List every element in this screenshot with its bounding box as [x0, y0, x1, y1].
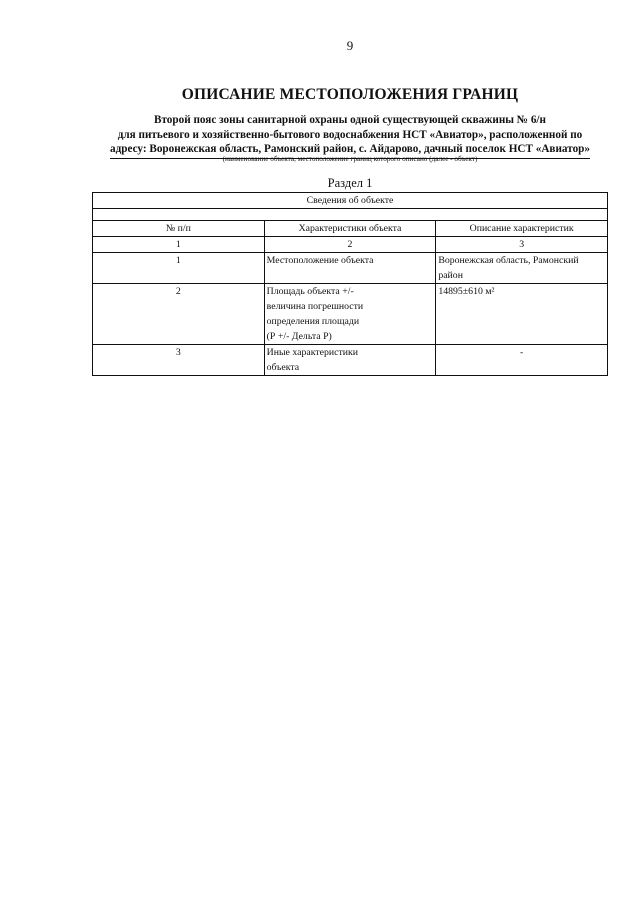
row-characteristic: Местоположение объекта — [264, 253, 436, 284]
row-description: - — [436, 345, 608, 376]
characteristic-line: объекта — [266, 362, 300, 373]
subtitle-line-3: адресу: Воронежская область, Рамонский район, с. Айдарово, дачный поселок НСТ «Авиатор» — [110, 142, 590, 159]
row-characteristic — [264, 345, 436, 376]
row-description: 14895±610 м² — [436, 284, 608, 345]
column-header-characteristic: Характеристики объекта — [264, 221, 436, 237]
document-subtitle — [92, 113, 608, 159]
document-title: ОПИСАНИЕ МЕСТОПОЛОЖЕНИЯ ГРАНИЦ — [181, 86, 519, 103]
column-header-num: № п/п — [93, 221, 265, 237]
subtitle-caption: (наименование объекта, местоположение границ которого описано (далее - объект) — [222, 155, 478, 163]
row-description: Воронежская область, Рамонский район — [436, 253, 608, 284]
section-title: Раздел 1 — [327, 176, 373, 190]
page-number: 9 — [346, 38, 354, 53]
column-header-row — [93, 221, 608, 237]
row-number: 1 — [93, 253, 265, 284]
table-header: Сведения об объекте — [93, 193, 608, 209]
row-characteristic — [264, 284, 436, 345]
column-header-description: Описание характеристик — [436, 221, 608, 237]
column-number: 2 — [264, 237, 436, 253]
column-number-row — [93, 237, 608, 253]
column-number: 1 — [93, 237, 265, 253]
subtitle-line-1: Второй пояс зоны санитарной охраны одной существующей скважины № 6/н — [154, 114, 546, 126]
table-spacer — [93, 209, 608, 221]
characteristic-line: (Р +/- Дельта Р) — [266, 331, 332, 342]
object-table — [92, 192, 608, 376]
subtitle-line-2: для питьевого и хозяйственно-бытового водоснабжения НСТ «Авиатор», расположенной по — [117, 128, 583, 141]
table-header-row — [93, 193, 608, 209]
table-row — [93, 253, 608, 284]
table-row — [93, 345, 608, 376]
characteristic-line: Иные характеристики — [266, 347, 358, 358]
row-number: 2 — [93, 284, 265, 345]
table-spacer-row — [93, 209, 608, 221]
column-number: 3 — [436, 237, 608, 253]
table-row — [93, 284, 608, 345]
characteristic-line: величина погрешности — [266, 301, 364, 312]
characteristic-line: Площадь объекта +/- — [266, 286, 354, 297]
characteristic-line: определения площади — [266, 316, 360, 327]
row-number: 3 — [93, 345, 265, 376]
